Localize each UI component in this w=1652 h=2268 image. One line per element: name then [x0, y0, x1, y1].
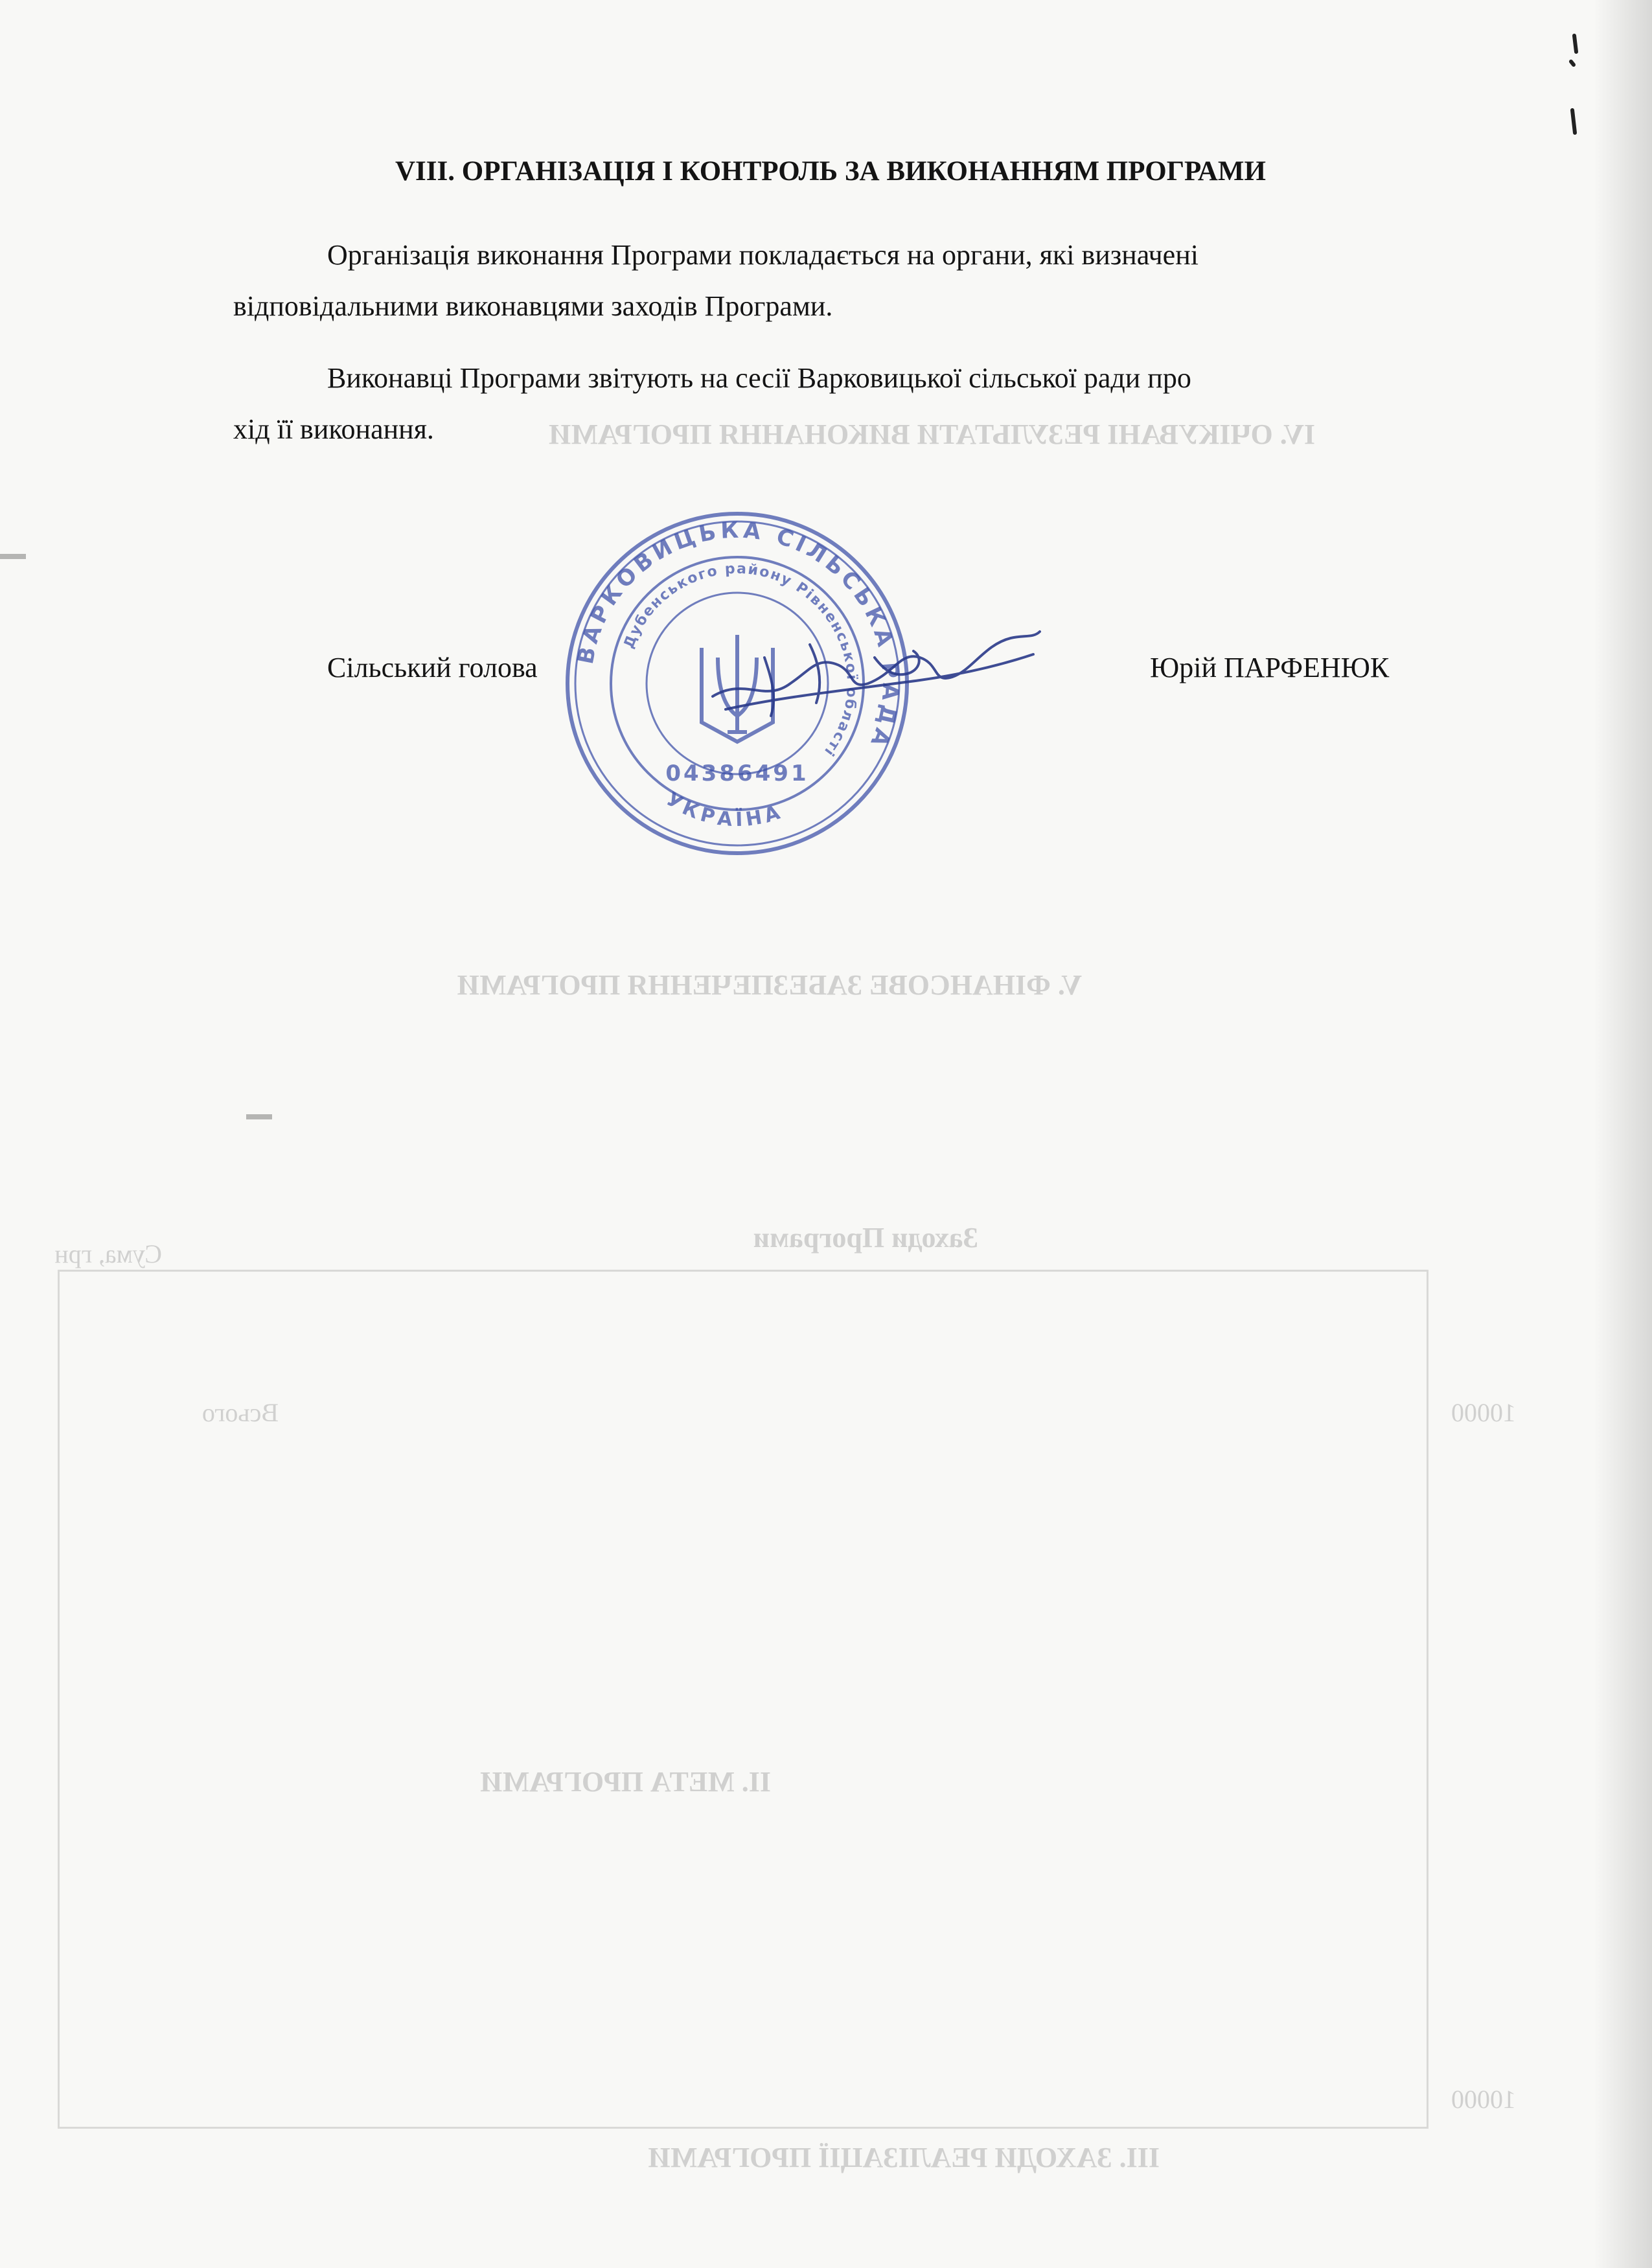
bleed-heading-iii: III. ЗАХОДИ РЕАЛІЗАЦІЇ ПРОГРАМИ: [648, 2142, 1160, 2173]
bleed-amount-1: 10000: [1451, 1398, 1516, 1427]
paragraph-2-line-2: хід її виконання.: [233, 413, 434, 445]
seal-code: 04386491: [665, 761, 809, 786]
seal-inner-text: Дубенського району Рівненської області: [621, 560, 860, 760]
bleed-amount-2: 10000: [1451, 2085, 1516, 2114]
signatory-name: Юрій ПАРФЕНЮК: [1150, 652, 1390, 683]
bleed-heading-v: V. ФІНАНСОВЕ ЗАБЕЗПЕЧЕННЯ ПРОГРАМИ: [457, 969, 1082, 1001]
paragraph-1-line-1: Організація виконання Програми покладається на органи, які визначені: [327, 239, 1199, 271]
seal-country-text: УКРАЇНА: [661, 788, 786, 832]
bleed-total-label: Всього: [201, 1398, 279, 1427]
paragraph-1-line-2: відповідальними виконавцями заходів Програми.: [233, 290, 833, 322]
page-edge-shadow: [1594, 0, 1652, 2268]
handwritten-signature: [706, 619, 1043, 722]
margin-mark-left-1: [0, 554, 26, 559]
bleed-table-frame: [58, 1270, 1428, 2129]
section-heading: VIII. ОРГАНІЗАЦІЯ І КОНТРОЛЬ ЗА ВИКОНАННЯМ ПРОГРАМИ: [395, 156, 1266, 187]
margin-mark-left-2: [246, 1114, 272, 1119]
seal-outer-text: ВАРКОВИЦЬКА СІЛЬСЬКА РАДА: [572, 517, 904, 754]
bleed-table-title: Заходи Програми: [753, 1222, 978, 1254]
bleed-heading-iv: IV. ОЧІКУВАНІ РЕЗУЛЬТАТИ ВИКОНАННЯ ПРОГРАМИ: [548, 418, 1315, 450]
signatory-title: Сільський голова: [327, 652, 538, 683]
bleed-heading-ii: II. МЕТА ПРОГРАМИ: [480, 1766, 771, 1798]
paragraph-2-line-1: Виконавці Програми звітують на сесії Варковицької сільської ради про: [327, 362, 1191, 394]
bleed-col-sum: Сума, грн: [54, 1239, 162, 1268]
margin-marks: [1552, 26, 1590, 136]
